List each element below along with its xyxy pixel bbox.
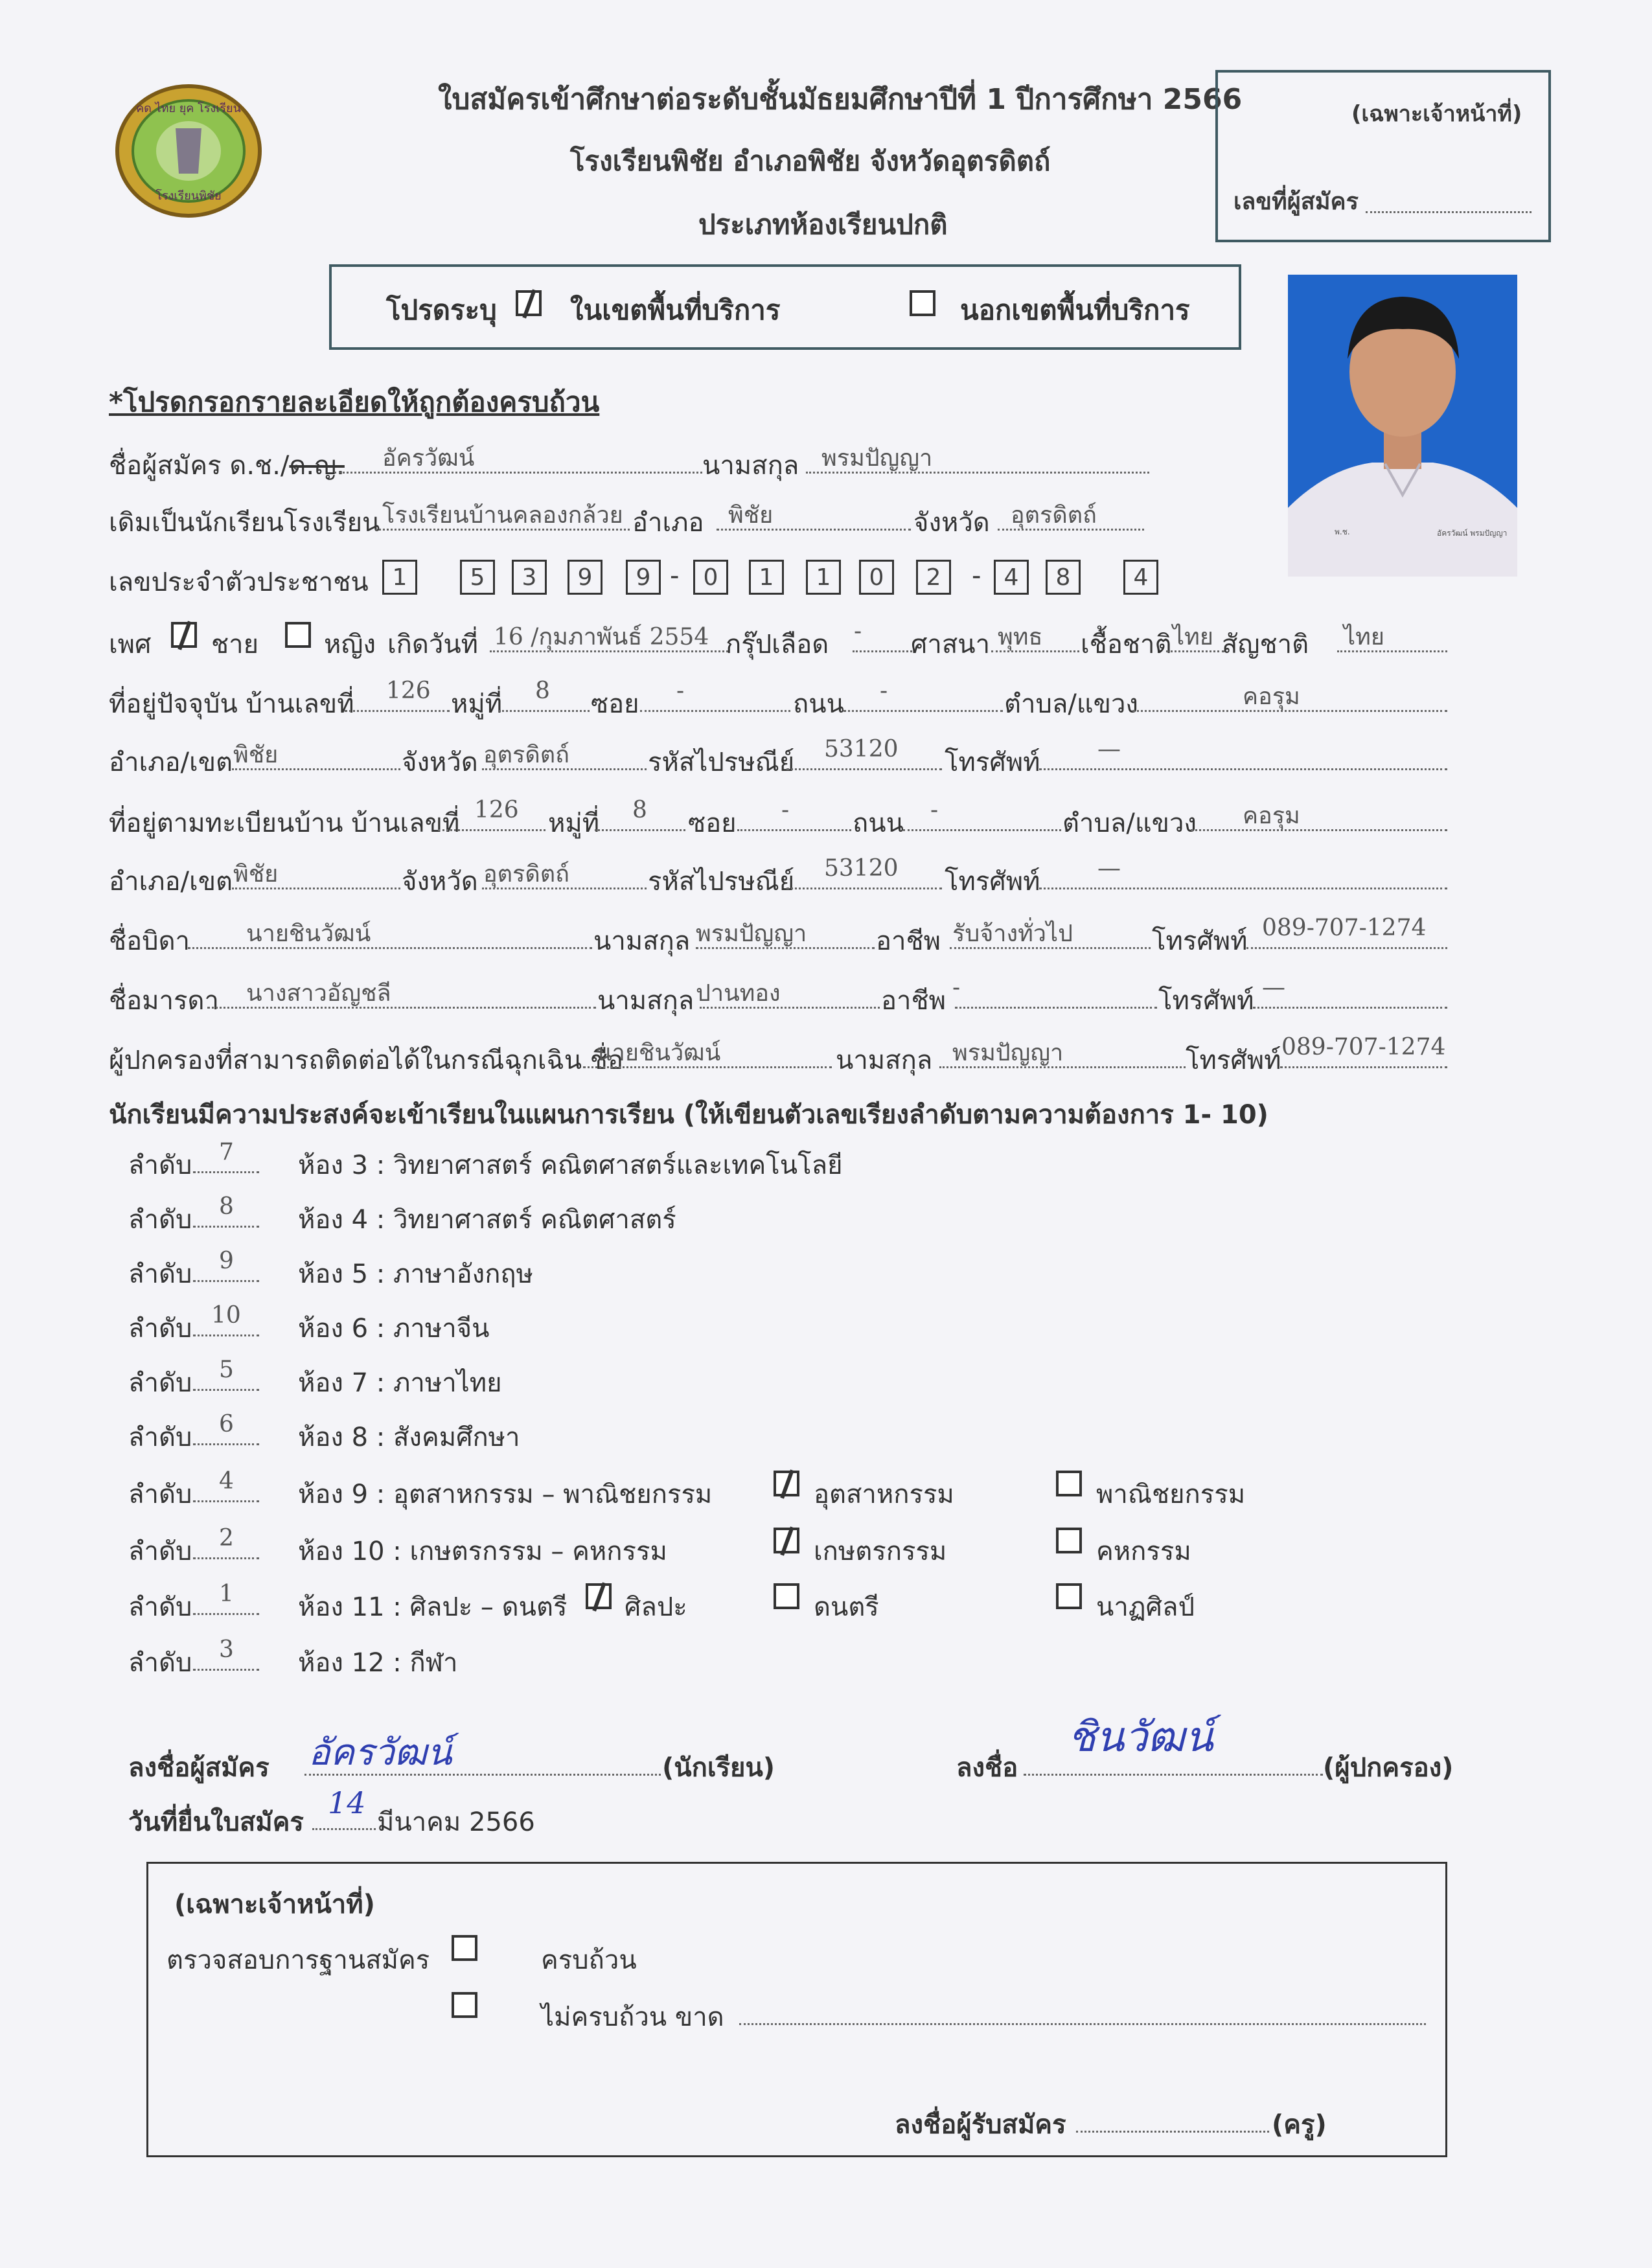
applicant-number-label: เลขที่ผู้สมัคร (1233, 189, 1359, 215)
rank-field[interactable] (193, 1669, 259, 1671)
plan-row (128, 1302, 1489, 1346)
current-house-field[interactable] (345, 710, 450, 712)
rank-field[interactable] (193, 1171, 259, 1173)
birth-date-label: เกิดวันที่ (387, 630, 479, 659)
rank-value: 6 (219, 1411, 234, 1438)
music-label: ดนตรี (814, 1592, 879, 1622)
current-road-label: ถนน (793, 689, 844, 719)
id-digit[interactable]: 8 (1046, 560, 1081, 595)
mother-label: ชื่อมารดา (109, 986, 219, 1016)
registered-province-value: อุตรดิตถ์ (483, 861, 569, 888)
instruction: *โปรดกรอกรายละเอียดให้ถูกต้องครบถ้วน (109, 386, 600, 418)
registered-province-label: จังหวัด (402, 867, 478, 897)
registered-soi-label: ซอย (688, 808, 737, 838)
rank-value: 3 (219, 1636, 234, 1663)
plan-row (128, 1636, 1489, 1680)
rank-field[interactable] (193, 1389, 259, 1391)
photo-badge-right: อัครวัฒน์ พรมปัญญา (1437, 529, 1508, 538)
room-label: ห้อง 9 : อุตสาหกรรม – พาณิชยกรรม (298, 1480, 713, 1509)
id-digit[interactable]: 0 (859, 560, 894, 595)
industry-label: อุตสาหกรรม (814, 1480, 954, 1509)
blood-group-label: กรุ๊ปเลือด (726, 630, 829, 659)
guardian-surname-label: นามสกุล (836, 1046, 933, 1075)
school-name: โรงเรียนพิชัย อำเภอพิชัย จังหวัดอุตรดิตถ์ (570, 145, 1051, 177)
prev-school-value: โรงเรียนบ้านคลองกล้วย (382, 502, 623, 529)
current-province-label: จังหวัด (402, 748, 478, 777)
blood-group-value: - (854, 618, 862, 645)
office-box (146, 1862, 1447, 2157)
current-province-value: อุตรดิตถ์ (483, 742, 569, 768)
ethnicity-label: เชื้อชาติ (1081, 630, 1172, 659)
music-checkbox[interactable] (774, 1583, 799, 1609)
current-subdistrict-label: ตำบล/แขวง (1004, 689, 1138, 719)
id-digit[interactable]: 2 (916, 560, 951, 595)
out-area-checkbox[interactable] (910, 290, 935, 316)
submission-month-year: มีนาคม 2566 (377, 1807, 535, 1837)
order-label: ลำดับ (128, 1259, 192, 1289)
dance-checkbox[interactable] (1056, 1583, 1082, 1609)
mother-phone-field[interactable] (1253, 1007, 1447, 1009)
out-area-label: นอกเขตพื้นที่บริการ (960, 294, 1190, 326)
room-label: ห้อง 10 : เกษตรกรรม – คหกรรม (298, 1537, 667, 1566)
seal-text-bottom: โรงเรียนพิชัย (155, 189, 222, 203)
current-soi-field[interactable] (640, 710, 790, 712)
mother-surname-value: ปานทอง (696, 980, 781, 1007)
mother-phone-value: — (1262, 974, 1285, 1001)
rank-value: 5 (219, 1357, 234, 1383)
id-digit[interactable]: 4 (994, 560, 1029, 595)
registered-subdistrict-value: คอรุม (1243, 803, 1300, 829)
order-label: ลำดับ (128, 1151, 192, 1180)
guardian-phone-field[interactable] (1280, 1066, 1447, 1068)
applicant-signature-label: ลงชื่อผู้สมัคร (128, 1753, 270, 1783)
registered-house-value: 126 (474, 797, 519, 823)
guardian-surname-value: พรมปัญญา (952, 1040, 1064, 1066)
religion-label: ศาสนา (911, 630, 991, 659)
current-road-value: - (880, 678, 888, 704)
prev-district-label: อำเภอ (632, 508, 704, 538)
guardian-phone-label: โทรศัพท์ (1186, 1046, 1281, 1075)
rank-value: 2 (219, 1525, 234, 1552)
room-label: ห้อง 7 : ภาษาไทย (298, 1368, 502, 1398)
male-label: ชาย (211, 630, 259, 659)
current-road-field[interactable] (843, 710, 1003, 712)
struck-title: ด.ญ. (289, 451, 345, 481)
current-phone-value: — (1097, 736, 1121, 762)
rank-field[interactable] (193, 1280, 259, 1282)
id-digit[interactable]: 1 (382, 560, 417, 595)
registered-moo-label: หมู่ที่ (548, 808, 600, 838)
id-digit[interactable]: 1 (749, 560, 784, 595)
class-type: ประเภทห้องเรียนปกติ (698, 209, 948, 240)
check-documents-label: ตรวจสอบการฐานสมัคร (166, 1945, 430, 1975)
incomplete-checkbox[interactable] (452, 1992, 477, 2018)
father-phone-label: โทรศัพท์ (1152, 926, 1248, 956)
official-box (1215, 70, 1551, 242)
guardian-signature-label: ลงชื่อ (956, 1753, 1018, 1783)
prev-school-label: เดิมเป็นนักเรียนโรงเรียน (109, 508, 380, 538)
id-separator: - (670, 561, 680, 591)
registered-district-label: อำเภอ/เขต (109, 867, 233, 897)
guardian-signature-field[interactable] (1024, 1774, 1323, 1776)
father-name-value: นายชินวัฒน์ (246, 921, 371, 947)
ethnicity-value: ไทย (1173, 624, 1213, 650)
industry-checkbox[interactable] (774, 1471, 799, 1496)
blood-group-field[interactable] (853, 650, 912, 652)
current-moo-value: 8 (535, 678, 550, 704)
current-moo-label: หมู่ที่ (451, 689, 503, 719)
religion-value: พุทธ (998, 624, 1043, 650)
school-seal (114, 83, 263, 219)
surname-label: นามสกุล (702, 451, 799, 481)
current-postal-label: รหัสไปรษณีย์ (648, 748, 795, 777)
applicant-photo (1288, 275, 1517, 577)
current-district-label: อำเภอ/เขต (109, 748, 233, 777)
rank-value: 4 (219, 1468, 234, 1495)
order-label: ลำดับ (128, 1648, 192, 1678)
mother-job-field[interactable] (955, 1007, 1157, 1009)
current-district-value: พิชัย (233, 742, 279, 768)
female-checkbox[interactable] (285, 622, 311, 648)
father-phone-value: 089-707-1274 (1262, 915, 1427, 941)
id-digit[interactable]: 4 (1123, 560, 1158, 595)
rank-field[interactable] (193, 1557, 259, 1559)
room-label: ห้อง 11 : ศิลปะ – ดนตรี (298, 1592, 568, 1622)
prev-district-value: พิชัย (728, 502, 774, 529)
prev-province-value: อุตรดิตถ์ (1011, 502, 1097, 529)
current-soi-value: - (676, 678, 685, 704)
receiver-role: (ครู) (1272, 2110, 1327, 2140)
father-label: ชื่อบิดา (109, 926, 190, 956)
sex-label: เพศ (109, 630, 152, 659)
agriculture-label: เกษตรกรรม (814, 1537, 947, 1566)
incomplete-label: ไม่ครบถ้วน ขาด (541, 2002, 724, 2032)
home-economics-checkbox[interactable] (1056, 1528, 1082, 1553)
current-phone-field[interactable] (1039, 768, 1447, 770)
agriculture-checkbox[interactable] (774, 1528, 799, 1553)
guardian-signature: ชินวัฒน์ (1068, 1713, 1213, 1761)
registered-phone-label: โทรศัพท์ (945, 867, 1040, 897)
current-soi-label: ซอย (591, 689, 639, 719)
current-house-label: ที่อยู่ปัจจุบัน บ้านเลขที่ (109, 689, 354, 719)
father-surname-value: พรมปัญญา (696, 921, 807, 947)
registered-postal-field[interactable] (786, 888, 942, 889)
registered-house-label: ที่อยู่ตามทะเบียนบ้าน บ้านเลขที่ (109, 808, 460, 838)
plan-row (128, 1139, 1489, 1183)
id-digit[interactable]: 9 (568, 560, 602, 595)
guardian-name-value: นายชินวัฒน์ (596, 1040, 721, 1066)
father-job-label: อาชีพ (876, 926, 941, 956)
commerce-checkbox[interactable] (1056, 1471, 1082, 1496)
rank-value: 1 (219, 1581, 234, 1607)
registered-road-label: ถนน (853, 808, 904, 838)
rank-value: 10 (211, 1302, 241, 1329)
registered-road-value: - (930, 797, 939, 823)
missing-items-field[interactable] (739, 2023, 1426, 2025)
receiver-signature-field[interactable] (1076, 2131, 1269, 2133)
mother-phone-label: โทรศัพท์ (1158, 986, 1254, 1016)
rank-field[interactable] (193, 1334, 259, 1336)
registered-moo-value: 8 (632, 797, 647, 823)
guardian-role: (ผู้ปกครอง) (1323, 1753, 1454, 1783)
father-job-value: รับจ้างทั่วไป (952, 921, 1073, 947)
in-area-label: ในเขตพื้นที่บริการ (570, 294, 781, 326)
order-label: ลำดับ (128, 1368, 192, 1398)
rank-field[interactable] (193, 1613, 259, 1615)
order-label: ลำดับ (128, 1423, 192, 1452)
guardian-label: ผู้ปกครองที่สามารถติดต่อได้ในกรณีฉุกเฉิน ชื่อ (109, 1046, 623, 1075)
current-phone-label: โทรศัพท์ (945, 748, 1040, 777)
room-label: ห้อง 4 : วิทยาศาสตร์ คณิตศาสตร์ (298, 1205, 676, 1235)
mother-name-value: นางสาวอัญชลี (246, 980, 391, 1007)
id-digit[interactable]: 1 (806, 560, 841, 595)
plan-row (128, 1193, 1489, 1237)
submission-day-field[interactable] (312, 1828, 376, 1830)
current-moo-field[interactable] (499, 710, 590, 712)
home-economics-label: คหกรรม (1096, 1537, 1191, 1566)
seal-text-top: คด ไทย ยุค โรงเรียน (136, 102, 241, 115)
registered-moo-field[interactable] (595, 829, 685, 831)
id-digit[interactable]: 5 (460, 560, 495, 595)
plan-row (128, 1581, 1489, 1625)
id-digit[interactable]: 0 (693, 560, 728, 595)
rank-field[interactable] (193, 1226, 259, 1228)
order-label: ลำดับ (128, 1314, 192, 1344)
registered-house-field[interactable] (438, 829, 545, 831)
father-surname-label: นามสกุล (593, 926, 691, 956)
room-label: ห้อง 5 : ภาษาอังกฤษ (298, 1259, 534, 1289)
complete-checkbox[interactable] (452, 1935, 477, 1961)
prev-province-label: จังหวัด (913, 508, 990, 538)
submission-day: 14 (328, 1785, 366, 1820)
order-label: ลำดับ (128, 1592, 192, 1622)
registered-subdistrict-label: ตำบล/แขวง (1062, 808, 1197, 838)
female-label: หญิง (324, 630, 376, 659)
current-postal-value: 53120 (824, 736, 899, 762)
receiver-signature-label: ลงชื่อผู้รับสมัคร (895, 2110, 1066, 2140)
submission-date-label: วันที่ยื่นใบสมัคร (128, 1807, 304, 1837)
order-label: ลำดับ (128, 1480, 192, 1509)
plan-row (128, 1411, 1489, 1455)
photo-badge-left: พ.ช. (1335, 527, 1350, 536)
room-label: ห้อง 12 : กีฬา (298, 1648, 458, 1678)
current-house-value: 126 (386, 678, 431, 704)
mother-job-label: อาชีพ (881, 986, 946, 1016)
area-prompt: โปรดระบุ (386, 294, 497, 326)
official-box-label: (เฉพาะเจ้าหน้าที่) (1351, 101, 1522, 127)
registered-phone-field[interactable] (1039, 888, 1447, 889)
national-id-label: เลขประจำตัวประชาชน (109, 567, 369, 597)
nationality-label: สัญชาติ (1222, 630, 1309, 659)
rank-field[interactable] (193, 1500, 259, 1502)
current-subdistrict-value: คอรุม (1243, 683, 1300, 710)
registered-soi-value: - (781, 797, 790, 823)
art-label: ศิลปะ (625, 1592, 687, 1622)
registered-soi-field[interactable] (737, 829, 851, 831)
registered-road-field[interactable] (903, 829, 1061, 831)
registered-postal-value: 53120 (824, 855, 899, 882)
guardian-phone-value: 089-707-1274 (1281, 1034, 1446, 1060)
id-digit[interactable]: 3 (512, 560, 547, 595)
commerce-label: พาณิชยกรรม (1096, 1480, 1246, 1509)
nationality-value: ไทย (1344, 624, 1384, 650)
mother-job-value: - (952, 974, 961, 1001)
order-label: ลำดับ (128, 1205, 192, 1235)
registered-subdistrict-field[interactable] (1191, 829, 1447, 831)
registered-phone-value: — (1097, 855, 1121, 882)
current-postal-field[interactable] (786, 768, 942, 770)
rank-value: 9 (219, 1248, 234, 1274)
birth-date-value: 16 /กุมภาพันธ์ 2554 (494, 624, 709, 650)
registered-district-value: พิชัย (233, 861, 279, 888)
rank-value: 8 (219, 1193, 234, 1220)
male-checkbox[interactable] (171, 622, 197, 648)
form-title: ใบสมัครเข้าศึกษาต่อระดับชั้นมัธยมศึกษาปีที่ 1 ปีการศึกษา 2566 (438, 83, 1243, 116)
order-label: ลำดับ (128, 1537, 192, 1566)
art-checkbox[interactable] (586, 1583, 612, 1609)
room-label: ห้อง 6 : ภาษาจีน (298, 1314, 490, 1344)
area-box (329, 264, 1241, 350)
plan-row (128, 1525, 1489, 1569)
id-digit[interactable]: 9 (626, 560, 661, 595)
in-area-checkbox[interactable] (516, 290, 542, 316)
office-box-title: (เฉพาะเจ้าหน้าที่) (174, 1890, 375, 1919)
room-label: ห้อง 3 : วิทยาศาสตร์ คณิตศาสตร์และเทคโนโลยี (298, 1151, 843, 1180)
plan-row (128, 1248, 1489, 1292)
rank-field[interactable] (193, 1443, 259, 1445)
dance-label: นาฏศิลป์ (1096, 1592, 1195, 1622)
applicant-role: (นักเรียน) (662, 1753, 775, 1783)
applicant-number-field[interactable] (1366, 211, 1532, 213)
rank-value: 7 (219, 1139, 234, 1165)
mother-surname-label: นามสกุล (597, 986, 694, 1016)
father-phone-field[interactable] (1246, 947, 1447, 949)
room-label: ห้อง 8 : สังคมศึกษา (298, 1423, 520, 1452)
first-name-value: อัครวัฒน์ (382, 445, 475, 472)
complete-label: ครบถ้วน (541, 1945, 637, 1975)
applicant-name-label: ชื่อผู้สมัคร ด.ช./ด.ญ. (109, 451, 345, 481)
applicant-signature: อัครวัฒน์ (308, 1732, 452, 1774)
plans-heading: นักเรียนมีความประสงค์จะเข้าเรียนในแผนการเรียน (ให้เขียนตัวเลขเรียงลำดับตามความต้องการ 1- 10) (109, 1100, 1268, 1130)
id-separator: - (972, 561, 981, 591)
plan-row (128, 1468, 1489, 1512)
registered-postal-label: รหัสไปรษณีย์ (648, 867, 795, 897)
plan-row (128, 1357, 1489, 1401)
surname-value: พรมปัญญา (821, 445, 933, 472)
